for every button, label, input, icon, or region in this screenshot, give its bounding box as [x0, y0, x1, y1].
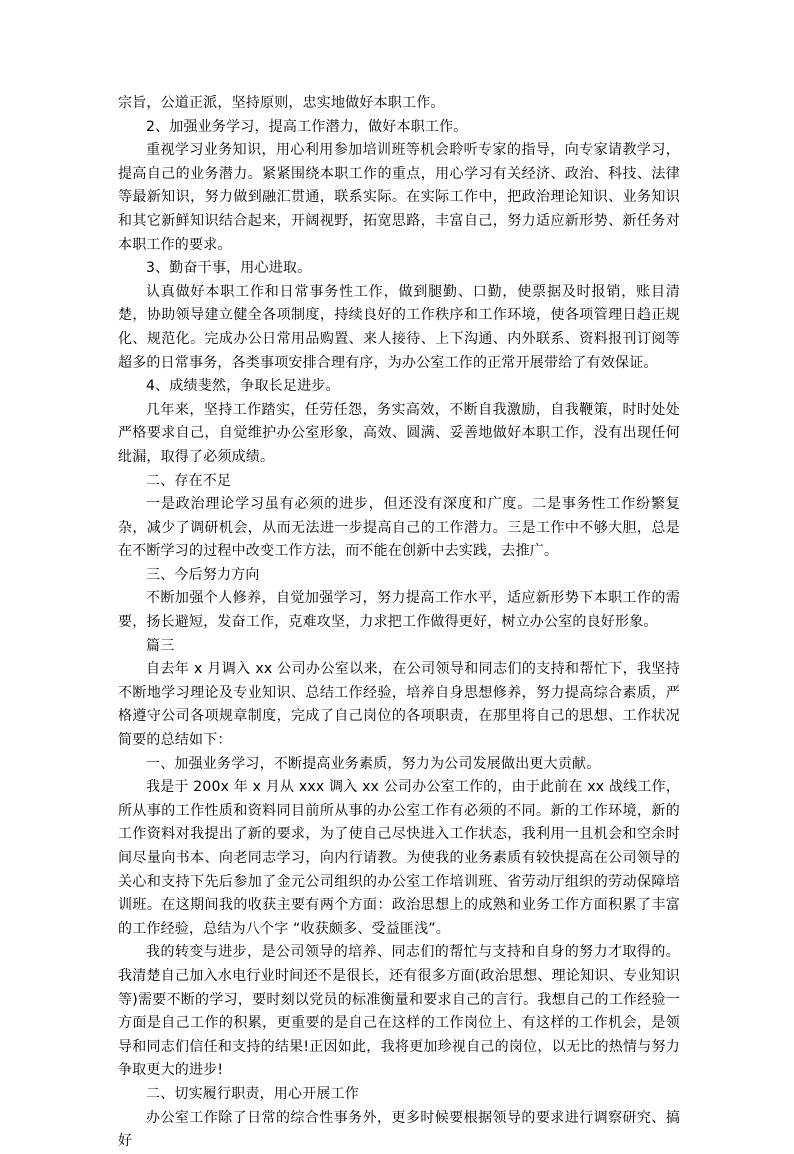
heading-diligence: 3、勤奋干事，用心进取。 — [146, 260, 312, 277]
paragraph-diligence: 认真做好本职工作和日常事务性工作，做到腿勤、口勤，使票据及时报销，账目清楚，协助领导建立健全各项制度，持续良好的工作秩序和工作环境，使各项管理日趋正规化、规范化。完成办公日常用品购置、来人接待、上下沟通、内外联系、资料报刊订阅等超多的日常事务，各类事项安排合理有序，为办公室工作的正常开展带给了有效保证。 — [118, 283, 680, 371]
section-title-part-three: 篇三 — [146, 637, 175, 654]
heading-shortcomings: 二、存在不足 — [146, 472, 232, 489]
heading-future-direction: 三、今后努力方向 — [146, 566, 260, 583]
paragraph-shortcomings: 一是政治理论学习虽有必须的进步，但还没有深度和广度。二是事务性工作纷繁复杂，减少了调研机会，从而无法进一步提高自己的工作潜力。三是工作中不够大胆，总是在不断学习的过程中改变工作方法，而不能在创新中去实践，去推广。 — [118, 496, 680, 560]
paragraph-business-study: 重视学习业务知识，用心利用参加培训班等机会聆听专家的指导，向专家请教学习，提高自己的业务潜力。紧紧围绕本职工作的重点，用心学习有关经济、政治、科技、法律等最新知识，努力做到融汇贯通，联系实际。在实际工作中，把政治理论知识、业务知识和其它新鲜知识结合起来，开阔视野，拓宽思路，丰富自己，努力适应新形势、新任务对本职工作的要求。 — [118, 142, 680, 253]
paragraph-part-three-intro: 自去年 x 月调入 xx 公司办公室以来，在公司领导和同志们的支持和帮忙下，我坚持不断地学习理论及专业知识、总结工作经验，培养自身思想修养，努力提高综合素质，严格遵守公司各项规章制度，完成了自己岗位的各项职责，在那里将自己的思想、工作状况简要的总结如下： — [118, 661, 680, 749]
heading-business-study: 2、加强业务学习，提高工作潜力，做好本职工作。 — [146, 118, 468, 135]
heading-fulfill-duties: 二、切实履行职责，用心开展工作 — [146, 1085, 359, 1102]
paragraph-achievements: 几年来，坚持工作踏实，任劳任怨，务实高效，不断自我激励，自我鞭策，时时处处严格要求自己，自觉维护办公室形象，高效、圆满、妥善地做好本职工作，没有出现任何纰漏，取得了必须成绩。 — [118, 401, 680, 465]
heading-strengthen-study: 一、加强业务学习，不断提高业务素质，努力为公司发展做出更大贡献。 — [146, 755, 601, 772]
document-page — [118, 92, 680, 1154]
paragraph-future-direction: 不断加强个人修养，自觉加强学习，努力提高工作水平，适应新形势下本职工作的需要，扬长避短，发奋工作，克难攻坚，力求把工作做得更好，树立办公室的良好形象。 — [118, 590, 680, 631]
paragraph-progress-reflection: 我的转变与进步，是公司领导的培养、同志们的帮忙与支持和自身的努力才取得的。我清楚自己加入水电行业时间还不是很长，还有很多方面(政治思想、理论知识、专业知识等)需要不断的学习，要时刻以党员的标准衡量和要求自己的言行。我想自己的工作经验一方面是自己工作的积累，更重要的是自己在这样的工作岗位上、有这样的工作机会，是领导和同志们信任和支持的结果!正因如此，我将更加珍视自己的岗位，以无比的热情与努力争取更大的进步! — [118, 944, 680, 1079]
paragraph-transfer-experience: 我是于 200x 年 x 月从 xxx 调入 xx 公司办公室工作的，由于此前在 xx 战线工作，所从事的工作性质和资料同目前所从事的办公室工作有必须的不同。新的工作环境，新的工作资料对我提出了新的要求，为了使自己尽快进入工作状态，我利用一且机会和空余时间尽量向书本、向老同志学习，向内行请教。为使我的业务素质有较快提高在公司领导的关心和支持下先后参加了金元公司组织的办公室工作培训班、省劳动厅组织的劳动保障培训班。在这期间我的收获主要有两个方面：政治思想上的成熟和业务工作方面积累了丰富的工作经验，总结为八个字 “收获颇多、受益匪浅”。 — [118, 779, 680, 937]
heading-achievements: 4、成绩斐然，争取长足进步。 — [146, 378, 340, 395]
paragraph-intro-continuation: 宗旨，公道正派，坚持原则，忠实地做好本职工作。 — [118, 95, 445, 111]
paragraph-fulfill-duties: 办公室工作除了日常的综合性事务外，更多时候要根据领导的要求进行调察研究、搞好 — [118, 1109, 680, 1150]
